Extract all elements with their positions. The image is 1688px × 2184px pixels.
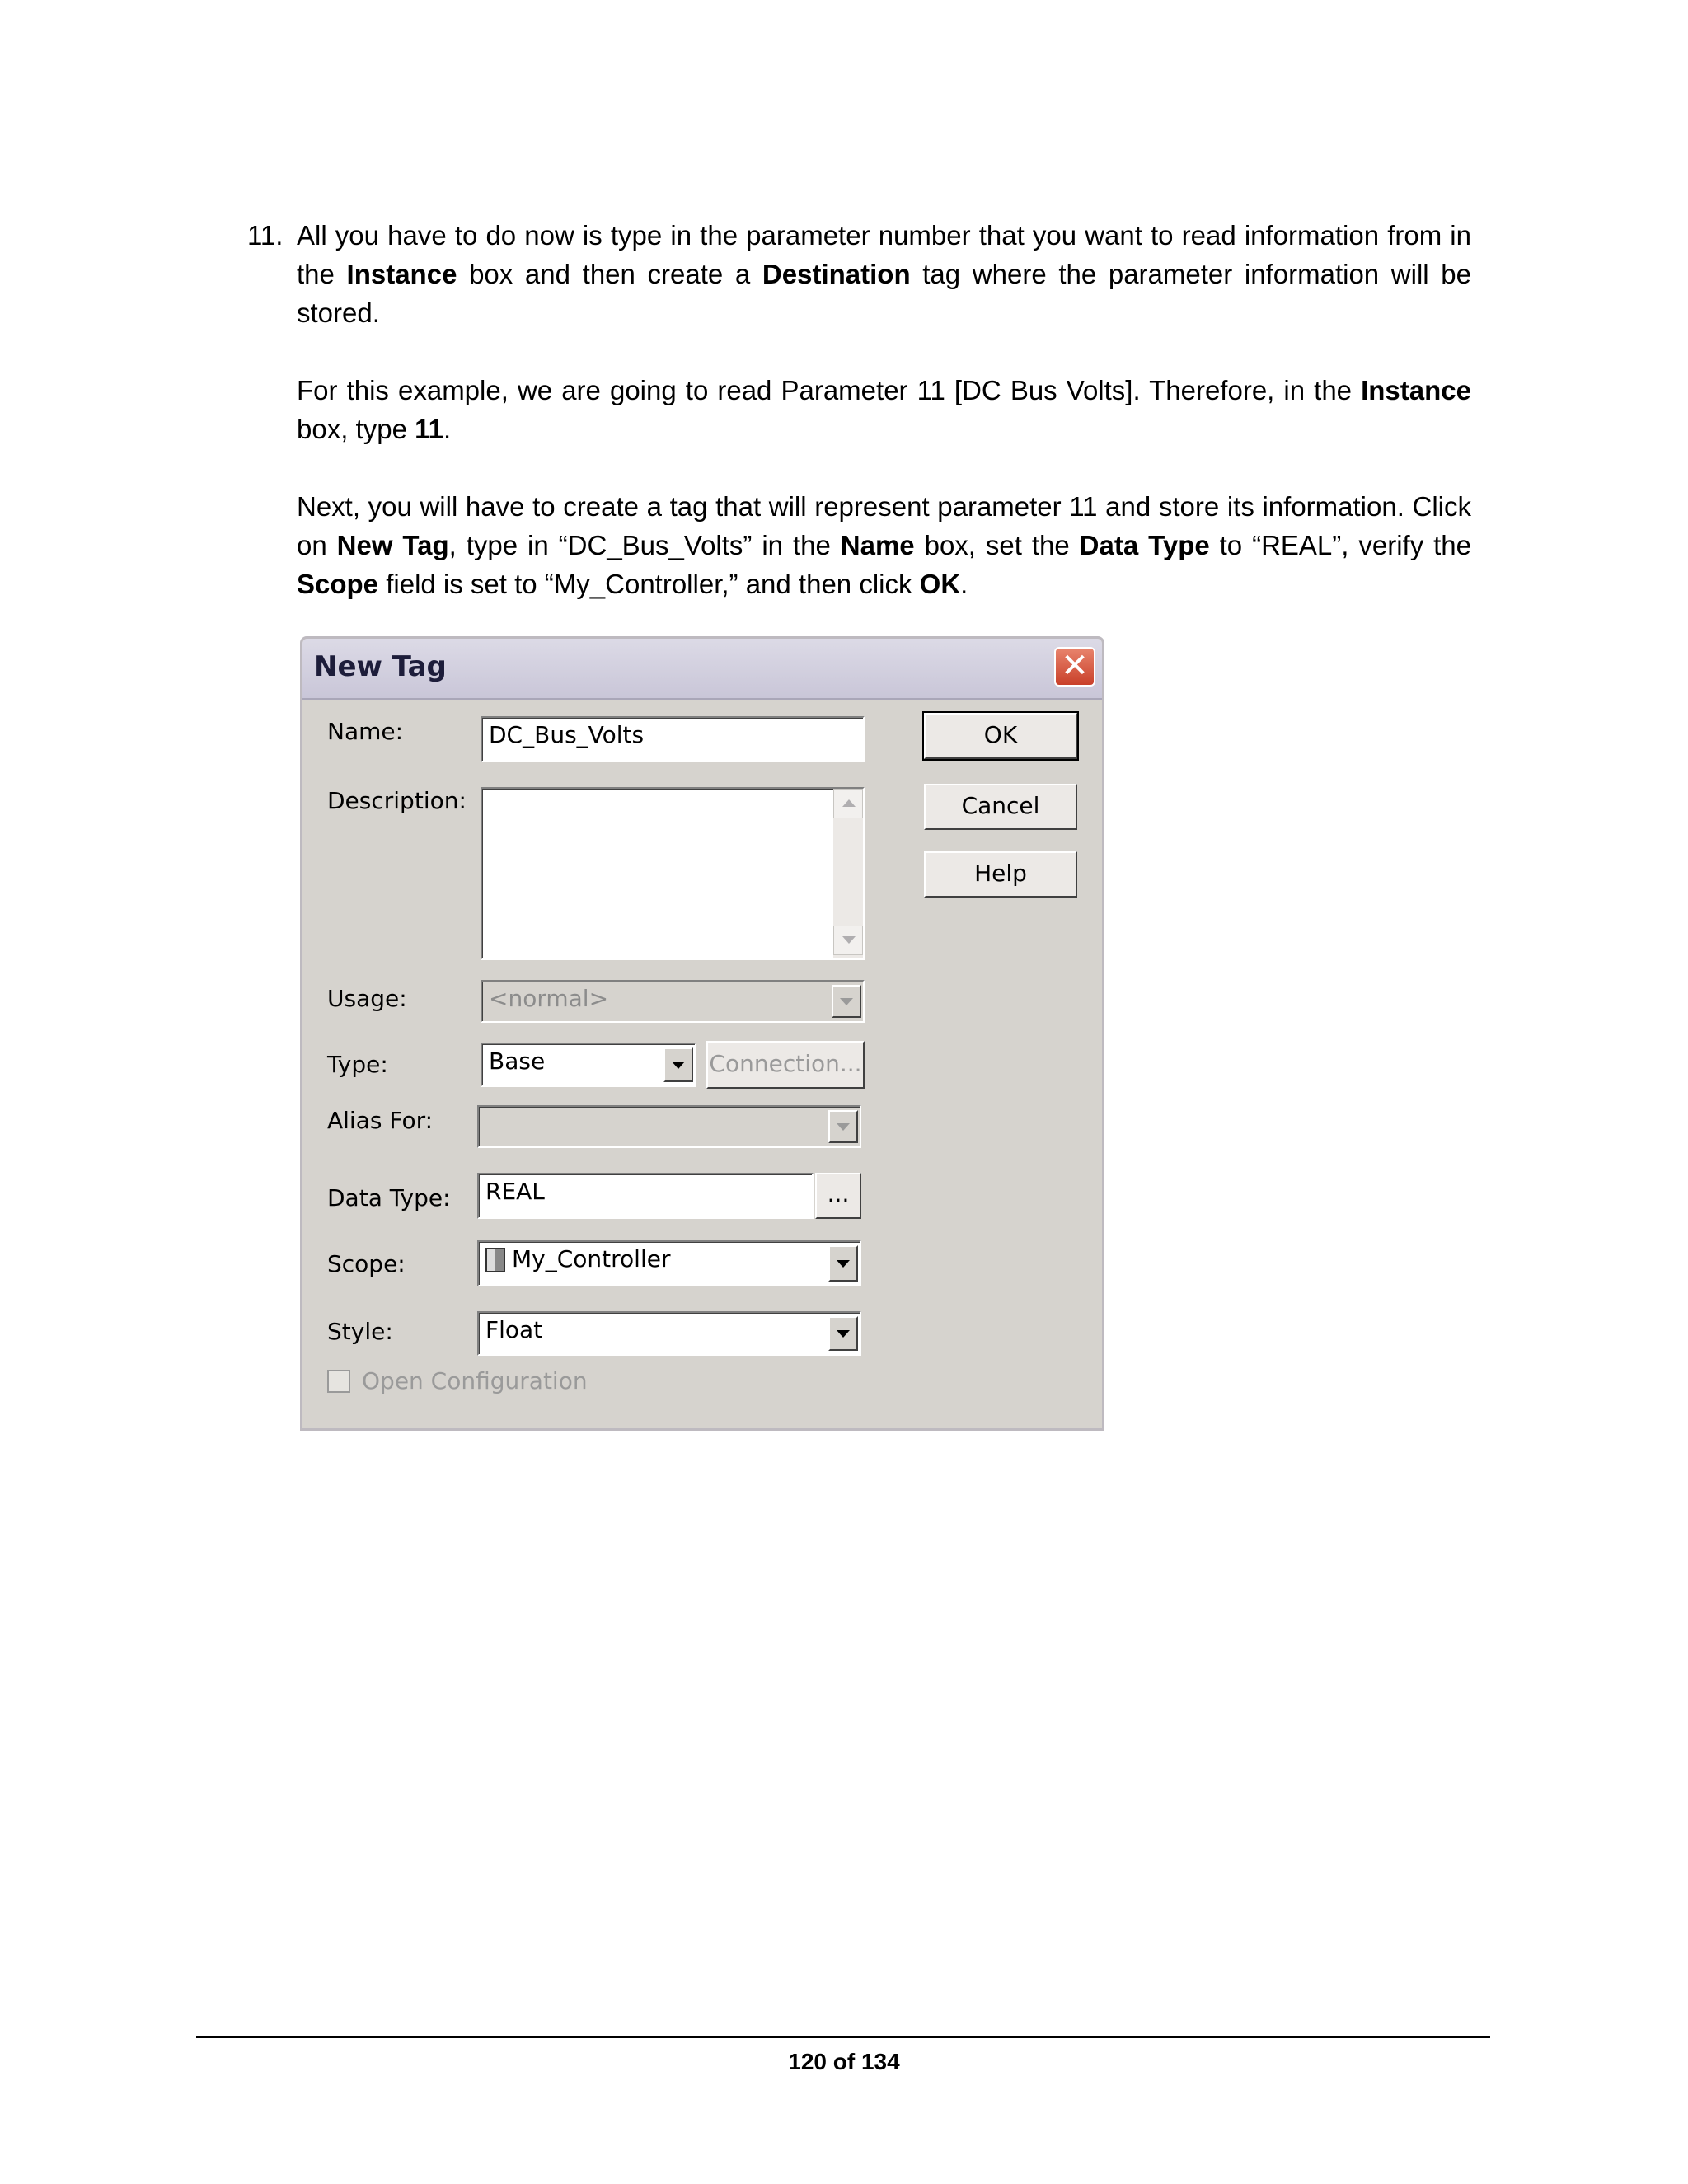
chevron-down-icon — [828, 1110, 858, 1143]
style-label: Style: — [327, 1318, 393, 1345]
page-number: 120 of 134 — [788, 2049, 900, 2074]
scope-select[interactable] — [477, 1240, 861, 1286]
open-configuration-checkbox — [327, 1370, 350, 1393]
connection-button: Connection... — [706, 1041, 865, 1089]
style-select[interactable] — [477, 1311, 861, 1356]
description-label: Description: — [327, 787, 467, 814]
scroll-up-icon[interactable] — [833, 789, 863, 818]
paragraph-1: All you have to do now is type in the parameter number that you want to read information from in the Instance box and then create a Destination tag where the parameter information will be stored. — [297, 220, 1471, 328]
data-type-browse-button[interactable]: ... — [815, 1173, 861, 1219]
chevron-down-icon[interactable] — [663, 1047, 693, 1082]
data-type-label: Data Type: — [327, 1184, 451, 1212]
chevron-down-icon[interactable] — [828, 1245, 858, 1282]
chevron-down-icon — [832, 985, 861, 1018]
help-button[interactable]: Help — [924, 851, 1077, 898]
description-field[interactable] — [481, 787, 865, 960]
step-number: 11. — [247, 220, 284, 251]
data-type-field[interactable]: REAL — [477, 1173, 814, 1219]
type-select[interactable] — [481, 1043, 696, 1087]
type-label: Type: — [327, 1051, 388, 1078]
description-scrollbar[interactable] — [833, 789, 863, 958]
scroll-down-icon[interactable] — [833, 926, 863, 955]
alias-for-select — [477, 1105, 861, 1148]
paragraph-3: Next, you will have to create a tag that will represent parameter 11 and store its information. Click on New Tag, type in “DC_Bus_Volts” in the Name box, set the Data Type to “REAL”, verify the Scope field is set to “My_Controller,” and then click OK. — [297, 491, 1472, 599]
alias-for-label: Alias For: — [327, 1107, 434, 1134]
name-label: Name: — [327, 718, 404, 745]
dialog-title: New Tag — [314, 650, 447, 683]
instruction-step — [247, 216, 1471, 603]
controller-icon — [485, 1248, 505, 1272]
dialog-titlebar[interactable] — [302, 639, 1102, 700]
footer-rule — [196, 2036, 1490, 2038]
chevron-down-icon[interactable] — [828, 1316, 858, 1351]
close-icon[interactable]: ✕ — [1054, 647, 1095, 687]
new-tag-dialog — [300, 636, 1104, 1431]
name-field[interactable]: DC_Bus_Volts — [481, 716, 865, 762]
open-configuration-label: Open Configuration — [362, 1367, 588, 1394]
usage-label: Usage: — [327, 985, 407, 1012]
usage-value: <normal> — [489, 985, 609, 1012]
style-value: Float — [485, 1316, 543, 1343]
ok-button[interactable]: OK — [924, 713, 1077, 759]
paragraph-2: For this example, we are going to read Parameter 11 [DC Bus Volts]. Therefore, in the Instance box, type 11. — [297, 375, 1471, 444]
type-value: Base — [489, 1047, 546, 1075]
cancel-button[interactable]: Cancel — [924, 784, 1077, 830]
usage-select — [481, 980, 865, 1023]
scope-label: Scope: — [327, 1250, 406, 1277]
scope-value: My_Controller — [512, 1245, 671, 1272]
